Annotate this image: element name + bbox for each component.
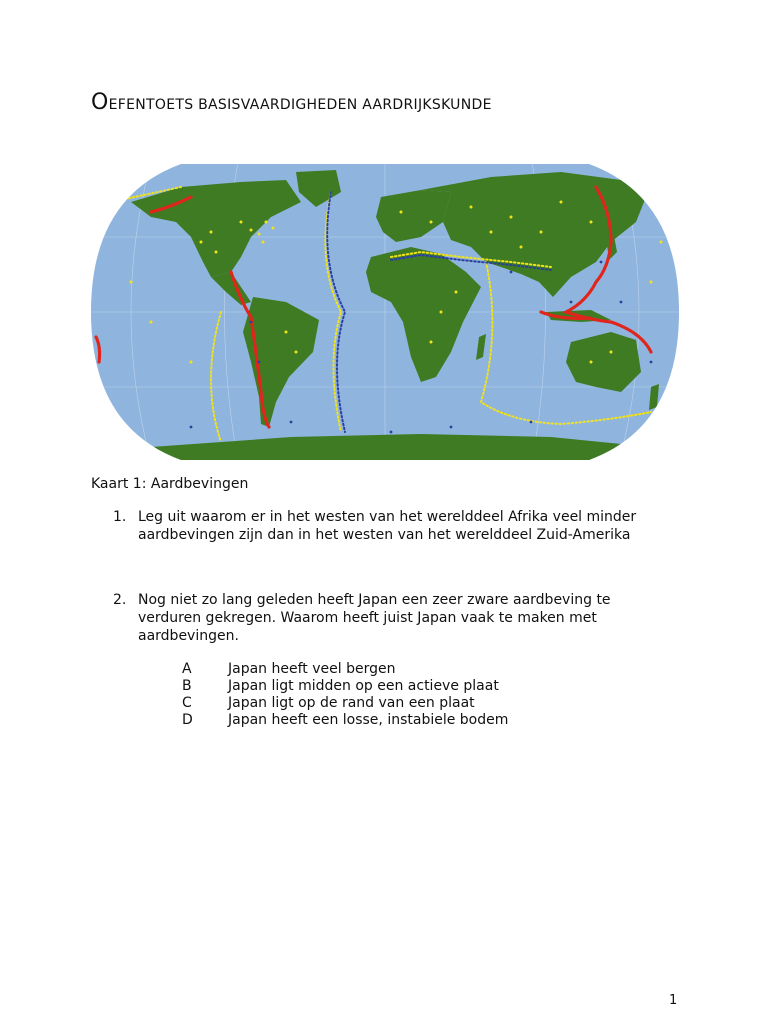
option-text: Japan heeft veel bergen bbox=[228, 661, 396, 677]
question-number: 1. bbox=[113, 509, 127, 525]
option-text: Japan heeft een losse, instabiele bodem bbox=[228, 712, 509, 728]
option-text: Japan ligt midden op een actieve plaat bbox=[228, 678, 499, 694]
question-text: Nog niet zo lang geleden heeft Japan een zeer zware aardbeving te verduren gekregen. Waarom heeft juist Japan vaak te maken met aardbevingen. bbox=[138, 592, 611, 644]
earthquake-map bbox=[91, 162, 679, 462]
option-letter: A bbox=[182, 661, 192, 677]
option-text: Japan ligt op de rand van een plaat bbox=[228, 695, 475, 711]
question-2 bbox=[113, 591, 673, 645]
answer-option-c bbox=[182, 695, 508, 712]
answer-options bbox=[182, 661, 508, 729]
answer-option-b bbox=[182, 678, 508, 695]
title-first-letter: O bbox=[91, 90, 109, 115]
document-title bbox=[91, 90, 492, 115]
question-number: 2. bbox=[113, 592, 127, 608]
option-letter: B bbox=[182, 678, 192, 694]
question-text: Leg uit waarom er in het westen van het werelddeel Afrika veel minder aardbevingen zijn dan in het westen van het werelddeel Zuid-Amerika bbox=[138, 509, 637, 543]
option-letter: C bbox=[182, 695, 192, 711]
page-number: 1 bbox=[669, 993, 678, 1008]
map-caption: Kaart 1: Aardbevingen bbox=[91, 476, 249, 492]
answer-option-a bbox=[182, 661, 508, 678]
option-letter: D bbox=[182, 712, 193, 728]
answer-option-d bbox=[182, 712, 508, 729]
world-map-image bbox=[91, 162, 679, 462]
title-rest: EFENTOETS BASISVAARDIGHEDEN AARDRIJKSKUNDE bbox=[108, 97, 492, 113]
question-1 bbox=[113, 508, 673, 544]
